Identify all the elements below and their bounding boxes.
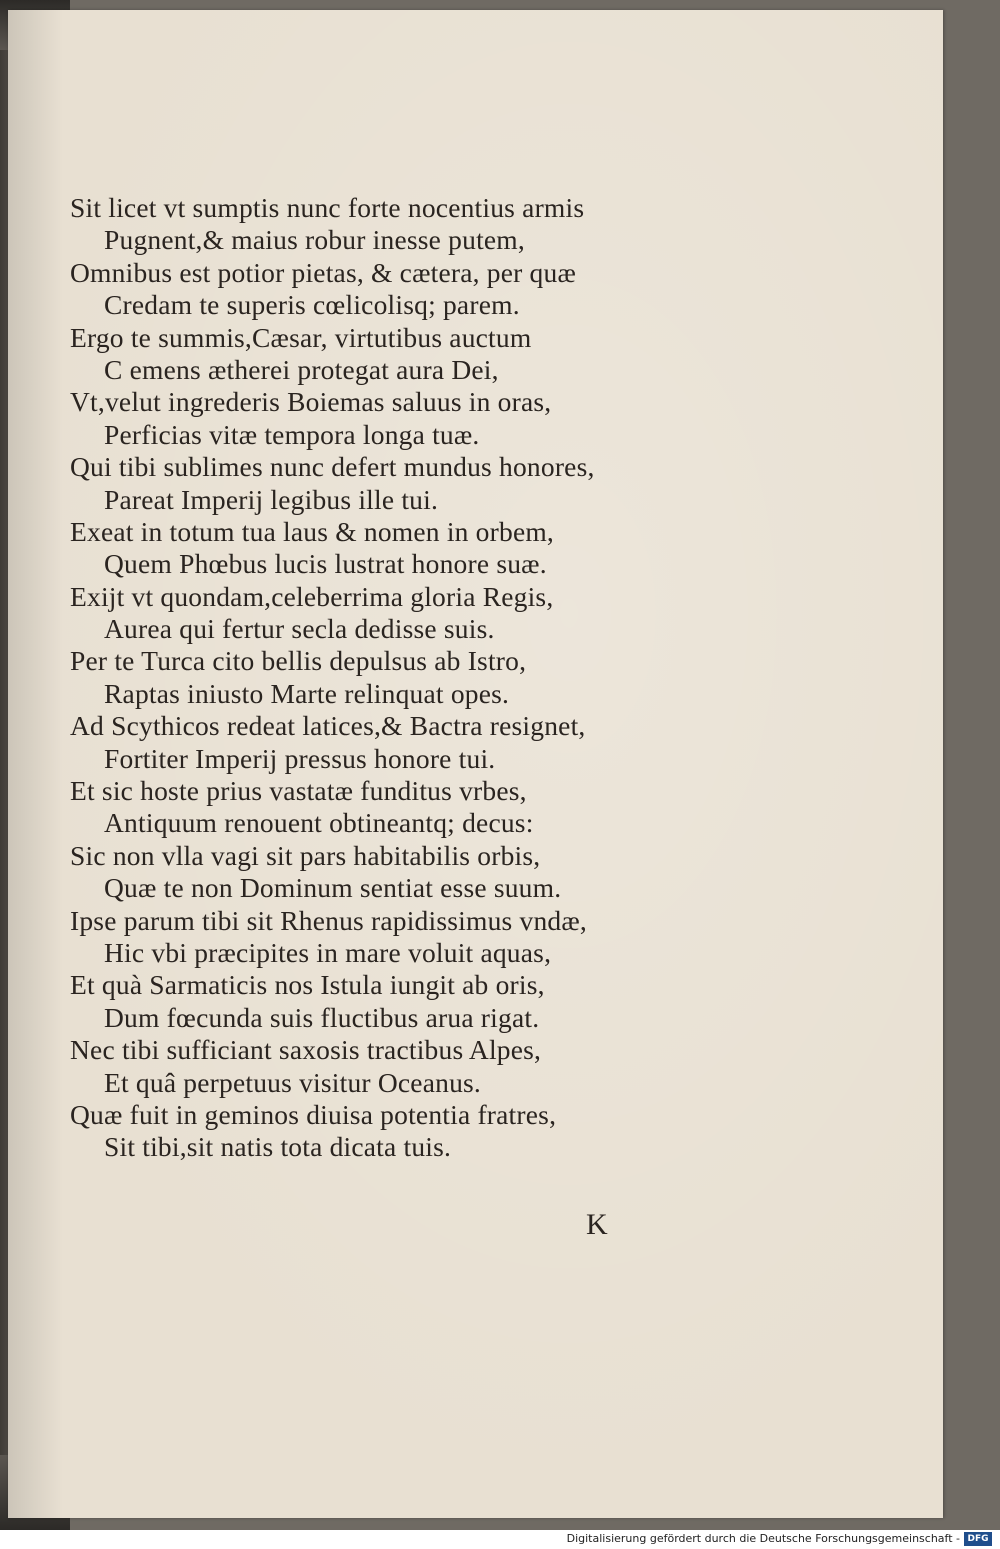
poem-line: Ergo te summis,Cæsar, virtutibus auctum — [70, 321, 532, 353]
poem-line: Sit tibi,sit natis tota dicata tuis. — [104, 1131, 452, 1163]
poem-line: Credam te superis cœlicolisq; parem. — [104, 289, 520, 321]
poem-line: Nec tibi sufficiant saxosis tractibus Alpes, — [70, 1034, 542, 1066]
poem-line: Exeat in totum tua laus & nomen in orbem, — [70, 515, 555, 547]
poem-line: Et sic hoste prius vastatæ funditus vrbes, — [70, 775, 527, 807]
poem-line: Fortiter Imperij pressus honore tui. — [104, 742, 496, 774]
poem-line: Sic non vlla vagi sit pars habitabilis orbis, — [70, 839, 541, 871]
poem-line: Exijt vt quondam,celeberrima gloria Regis, — [70, 580, 554, 612]
poem-line: Quem Phœbus lucis lustrat honore suæ. — [104, 548, 547, 580]
poem-line: Qui tibi sublimes nunc defert mundus honores, — [70, 451, 595, 483]
poem-line: Aurea qui fertur secla dedisse suis. — [104, 613, 495, 645]
book-page — [8, 10, 943, 1518]
poem-line: Quæ te non Dominum sentiat esse suum. — [104, 872, 562, 904]
signature-mark: K — [586, 1208, 608, 1241]
poem-line: Et quâ perpetuus visitur Oceanus. — [104, 1066, 481, 1098]
dfg-logo-icon: DFG — [964, 1532, 992, 1546]
poem-line: Omnibus est potior pietas, & cætera, per quæ — [70, 256, 577, 288]
poem-text — [70, 192, 730, 1164]
poem-line: Per te Turca cito bellis depulsus ab Istro, — [70, 645, 527, 677]
poem-line: C emens ætherei protegat aura Dei, — [104, 353, 499, 385]
poem-line: Pareat Imperij legibus ille tui. — [104, 483, 439, 515]
poem-line: Perficias vitæ tempora longa tuæ. — [104, 418, 480, 450]
poem-line: Ipse parum tibi sit Rhenus rapidissimus vndæ, — [70, 904, 587, 936]
poem-line: Hic vbi præcipites in mare voluit aquas, — [104, 936, 552, 968]
poem-line: Sit licet vt sumptis nunc forte nocentius armis — [70, 192, 585, 223]
poem-line: Ad Scythicos redeat latices,& Bactra resignet, — [70, 710, 586, 742]
poem-line: Pugnent,& maius robur inesse putem, — [104, 224, 525, 256]
poem-line: Antiquum renouent obtineantq; decus: — [104, 807, 534, 839]
footer-bar — [0, 1530, 1000, 1549]
poem-line: Et quà Sarmaticis nos Istula iungit ab oris, — [70, 969, 545, 1001]
poem-line: Quæ fuit in geminos diuisa potentia fratres, — [70, 1098, 557, 1130]
poem-line: Dum fœcunda suis fluctibus arua rigat. — [104, 1001, 540, 1033]
poem-line: Raptas iniusto Marte relinquat opes. — [104, 677, 510, 709]
poem-line: Vt,velut ingrederis Boiemas saluus in oras, — [70, 386, 552, 418]
footer-credit: Digitalisierung gefördert durch die Deutsche Forschungsgemeinschaft - — [566, 1532, 960, 1545]
